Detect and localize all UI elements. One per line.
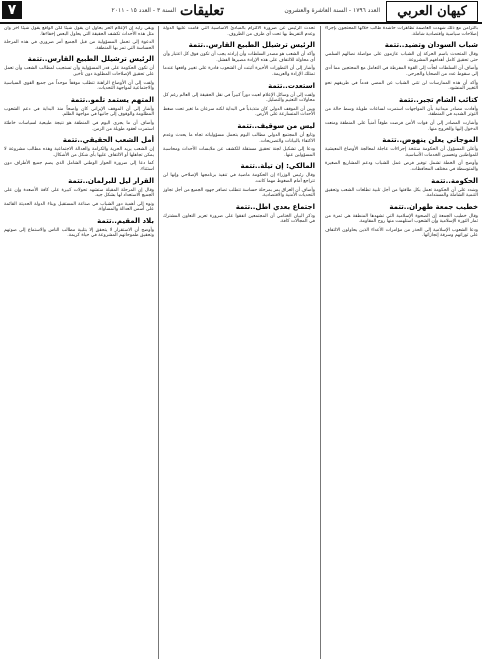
paragraph: وقال رئيس الوزراء إن الحكومة ماضية في تنفيذ برنامجها الإصلاحي وإنها لن تتراجع أمام الضغوط مهما كانت. [163,173,315,184]
issue-info-left: السنة ٣ - العدد ١٥ - ٢٠١١ [111,7,176,14]
article-heading: الرئيس ترشيلل الطبيع القارس..تتمة [188,41,315,50]
article-heading: بلاد المقيم..تتمة [97,216,154,225]
paragraph: ولفت إلى أن الأوضاع الراهنة تتطلب موقفاً موحداً من جميع القوى السياسية والاجتماعية لمواجهة التحديات. [4,80,154,92]
article-heading: اجتماع بعدي اطل..تتمة [235,202,315,211]
paragraph: الدعوة إلى تحمل المسؤولية من قبل الجميع أمر ضروري في هذه المرحلة الحساسة التي تمر بها المنطقة. [4,40,154,51]
article-heading: الرئيس ترشيلل الطبيع القارس..تتمة [27,55,154,64]
paragraph: ولفت إلى أن وسائل الإعلام لعبت دوراً كبيراً في نقل الحقيقة إلى العالم رغم كل محاولات التعتيم والتضليل. [163,92,315,104]
paragraph: وأفادت مصادر ميدانية بأن المواجهات استمرت لساعات طويلة وسط حالة من التوتر الشديد في المنطقة. [325,106,478,118]
paragraph: وتابع أن المجتمع الدولي مطالب اليوم بتحمل مسؤولياته تجاه ما يحدث وعدم الاكتفاء بالبيانات والتصريحات. [163,132,315,144]
paragraph: وبقي رأيه إن الإعلام الحر يحاول أن يقول شيئاً لكن الواقع يقول شيئاً آخر وأن مثل هذه الأحداث تكشف الحقيقة التي يحاول البعض إخفاءها. [4,26,154,37]
section-title: تعليقات [180,3,225,19]
article-heading: الموجاني يعلن ينهوض..تتمة [382,136,478,145]
column-divider [320,26,321,659]
article-heading: خطيب جمعة طهران..تتمة [389,202,478,211]
article-heading: شباب السودان وتضيد..تتمة [384,41,478,50]
paragraph: وأضاف أن العراق يمر بمرحلة حساسة تتطلب تضافر جهود الجميع من أجل تجاوز التحديات الأمنية والاقتصادية. [163,187,315,199]
paragraph: وأضاف أن ما يجري اليوم في المنطقة هو نتيجة طبيعية لسياسات خاطئة استمرت لعقود طويلة من الزمن. [4,120,154,132]
page-number: ٧ [2,1,22,19]
paragraph: وأشار إلى أن التطورات الأخيرة أثبتت أن الشعوب قادرة على تغيير واقعها عندما تمتلك الإرادة والعزيمة. [163,66,315,77]
paragraph: كما دعا إلى ضرورة الحوار الوطني الشامل الذي يضم جميع الأطراف دون استثناء. [4,161,154,172]
paragraph: إن الشعب يريد الحرية والكرامة والعدالة الاجتماعية وهذه مطالب مشروعة لا يمكن تجاهلها أو الالتفاف عليها بأي شكل من الأشكال. [4,147,154,158]
paragraph: وأكد أن هذه الممارسات لن تثني الشباب عن المضي قدماً في طريقهم نحو التغيير المنشود. [325,80,478,92]
paragraph: ونوه إلى أهمية دور الشباب في صناعة المستقبل وبناء الدولة الحديثة القائمة على أسس العدالة والمساواة. [4,201,154,213]
article-heading: المتهم يستمد تلمو..تتمة [70,95,154,104]
paragraph: وقال إن المرحلة المقبلة ستشهد تحولات كبيرة على كافة الأصعدة وإن على الجميع الاستعداد لها بشكل جيد. [4,187,154,199]
article-heading: كتائب الشام تجبر..تتمة [398,95,478,104]
paragraph: وقال خطيب الجمعة إن الصحوة الإسلامية التي تشهدها المنطقة هي ثمرة من ثمار الثورة الإسلامية وإن الشعوب استلهمت منها روح المقاومة. [325,213,478,225]
paragraph: وبين أن الموقف الدولي كان متذبذباً في البداية لكنه سرعان ما تغير تحت ضغط الأحداث المتسارعة على الأرض. [163,106,315,118]
paragraph: وأوضح أن الاستقرار لا يتحقق إلا بتلبية مطالب الناس والاستماع إلى صوتهم وتحقيق طموحاتهم المشروعة في حياة كريمة. [4,227,154,239]
paragraph: وقال المتحدث باسم الحركة إن الشباب عازمون على مواصلة نضالهم السلمي حتى تحقيق كامل أهدافهم المشروعة. [325,52,478,63]
article-heading: القرار ليل للبرلمان..تتمة [68,176,154,185]
issue-info-right: العدد ١٧٩٦ - السنة العاشرة والعشرون [284,7,380,14]
paragraph: وأوضح أن الخطة تشمل توفير فرص عمل للشباب ودعم المشاريع الصغيرة والمتوسطة في مختلف المحافظات. [325,161,478,172]
article-heading: أمل الشعب الحقيقي..تتمة [62,136,154,145]
article-heading: المالكي: إن تيلة..تتمة [240,162,315,171]
column-divider [158,26,159,659]
paragraph: وأعلن المسؤول أن الحكومة ستتخذ إجراءات عاجلة لمعالجة الأوضاع المعيشية للمواطنين وتحسين الخدمات الأساسية. [325,147,478,158]
paragraph: أن تكون الحكومة على قدر المسؤولية وأن تستجيب لمطالب الشعب وأن تعمل على تحقيق الإصلاحات المطلوبة دون تأخير. [4,66,154,77]
paragraph: وأكد أن الشعب هو مصدر السلطات وأن إرادته يجب أن تكون فوق كل اعتبار وأن أي محاولة للالتفاف على هذه الإرادة مصيرها الفشل. [163,52,315,63]
paragraph: تحدث الرئيس عن ضرورة الالتزام بالمبادئ الأساسية التي قامت عليها الدولة وعدم التفريط بها تحت أي ظرف من الظروف. [163,26,315,37]
column-middle [163,26,315,659]
column-left [4,26,154,659]
paragraph: وأشارت المصادر إلى أن قوات الأمن فرضت طوقاً أمنياً على المنطقة ومنعت الدخول إليها والخروج منها. [325,120,478,132]
article-heading: ليس من سوقيف..تتمة [237,121,315,130]
paragraph: وأضاف أن السلطات لجأت إلى القوة المفرطة في التعامل مع المحتجين مما أدى إلى سقوط عدد من الضحايا والجرحى. [325,66,478,77]
newspaper-logo: كيهان العربي [386,1,478,22]
page-header [0,0,482,24]
paragraph: وشدد على أن الحكومة تعمل بكل طاقتها من أجل تلبية تطلعات الشعب وتحقيق التنمية الشاملة والمستدامة. [325,187,478,199]
paragraph: ودعا الشعوب الإسلامية إلى الحذر من مؤامرات الأعداء الذين يحاولون الالتفاف على ثوراتهم وسرقة إنجازاتها. [325,227,478,239]
article-heading: استعدت..تتمة [268,81,315,90]
column-right [325,26,478,659]
paragraph: وأشار إلى أن الموقف الإيراني كان واضحاً منذ البداية في دعم الشعوب المظلومة والوقوف إلى جانبها في مواجهة الظلم. [4,106,154,118]
paragraph: بالتزامن مع ذلك شهدت العاصمة تظاهرات حاشدة طالب خلالها المحتجون بإجراء إصلاحات سياسية واقتصادية شاملة. [325,26,478,37]
article-heading: الحكومة..تتمة [431,176,478,185]
paragraph: ودعا إلى تشكيل لجنة تحقيق مستقلة للكشف عن ملابسات الأحداث ومحاسبة المسؤولين عنها. [163,147,315,158]
paragraph: وذكر البيان الختامي أن المجتمعين اتفقوا على ضرورة تعزيز التعاون المشترك في المجالات كافة. [163,213,315,225]
